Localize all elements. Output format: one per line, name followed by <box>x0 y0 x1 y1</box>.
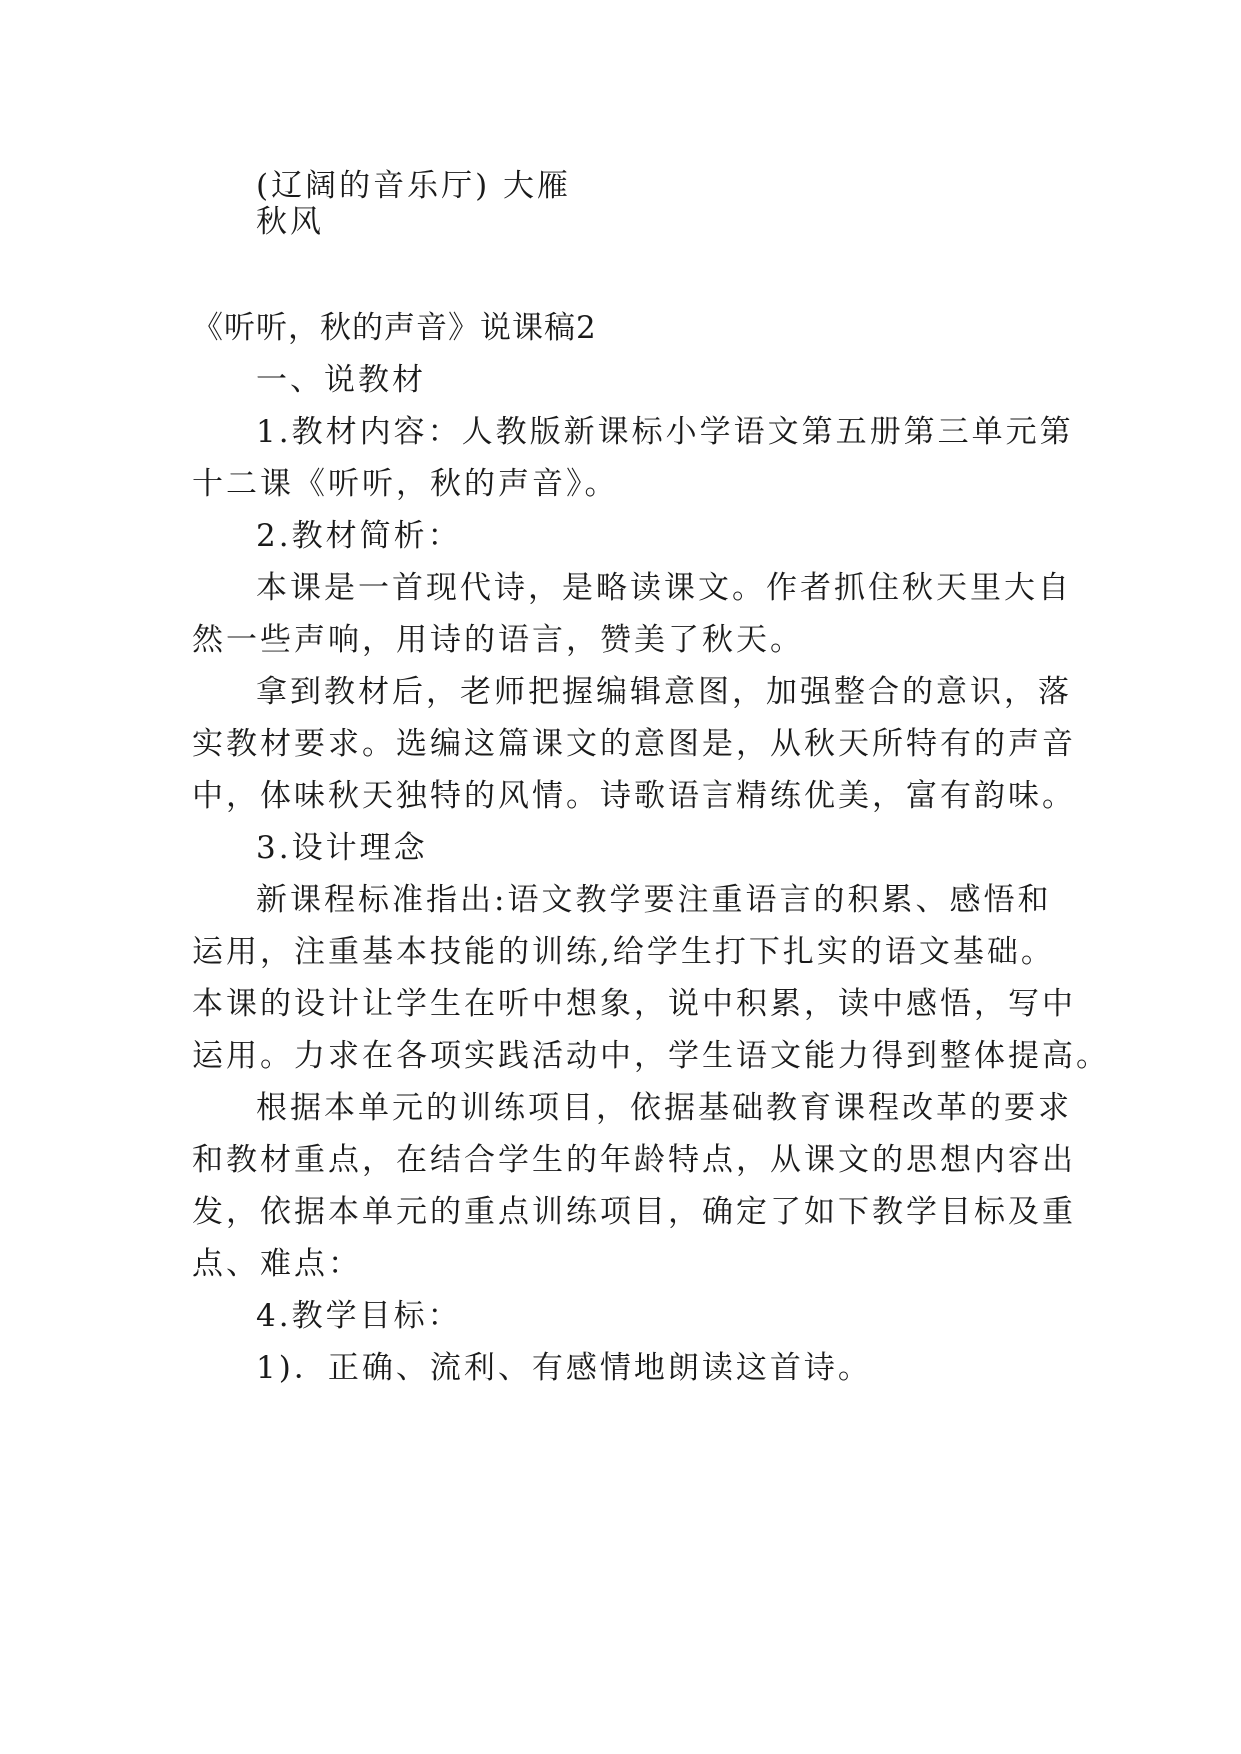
heading-teaching-goals: 4.教学目标： <box>256 1298 462 1334</box>
paragraph-line: 点、难点： <box>192 1246 362 1282</box>
poem-line-autumn-wind: 秋风 <box>256 204 324 240</box>
paragraph-line: 运用，注重基本技能的训练,给学生打下扎实的语文基础。 <box>192 934 1055 970</box>
paragraph-line: 然一些声响，用诗的语言，赞美了秋天。 <box>192 622 804 658</box>
poem-line-concert-hall: (辽阔的音乐厅) 大雁 <box>256 168 572 204</box>
paragraph-line: 中，体味秋天独特的风情。诗歌语言精练优美，富有韵味。 <box>192 778 1076 814</box>
paragraph-line: 运用。力求在各项实践活动中，学生语文能力得到整体提高。 <box>192 1038 1110 1074</box>
heading-textbook: 一、说教材 <box>256 362 426 398</box>
paragraph-line: 本课是一首现代诗，是略读课文。作者抓住秋天里大自 <box>256 570 1072 606</box>
paragraph-line: 拿到教材后，老师把握编辑意图，加强整合的意识，落 <box>256 674 1072 710</box>
heading-design-concept: 3.设计理念 <box>256 830 428 866</box>
heading-analysis: 2.教材简析： <box>256 518 462 554</box>
section-title: 《听听，秋的声音》说课稿2 <box>192 310 597 346</box>
paragraph-line: 1.教材内容：人教版新课标小学语文第五册第三单元第 <box>256 414 1074 450</box>
paragraph-line: 根据本单元的训练项目，依据基础教育课程改革的要求 <box>256 1090 1072 1126</box>
paragraph-line: 十二课《听听，秋的声音》。 <box>192 466 619 502</box>
paragraph-line: 和教材重点，在结合学生的年龄特点，从课文的思想内容出 <box>192 1142 1076 1178</box>
paragraph-line: 新课程标准指出:语文教学要注重语言的积累、感悟和 <box>256 882 1052 918</box>
paragraph-line: 本课的设计让学生在听中想象，说中积累，读中感悟，写中 <box>192 986 1076 1022</box>
goal-item: 1)．正确、流利、有感情地朗读这首诗。 <box>256 1350 872 1386</box>
paragraph-line: 实教材要求。选编这篇课文的意图是，从秋天所特有的声音 <box>192 726 1076 762</box>
paragraph-line: 发，依据本单元的重点训练项目，确定了如下教学目标及重 <box>192 1194 1076 1230</box>
